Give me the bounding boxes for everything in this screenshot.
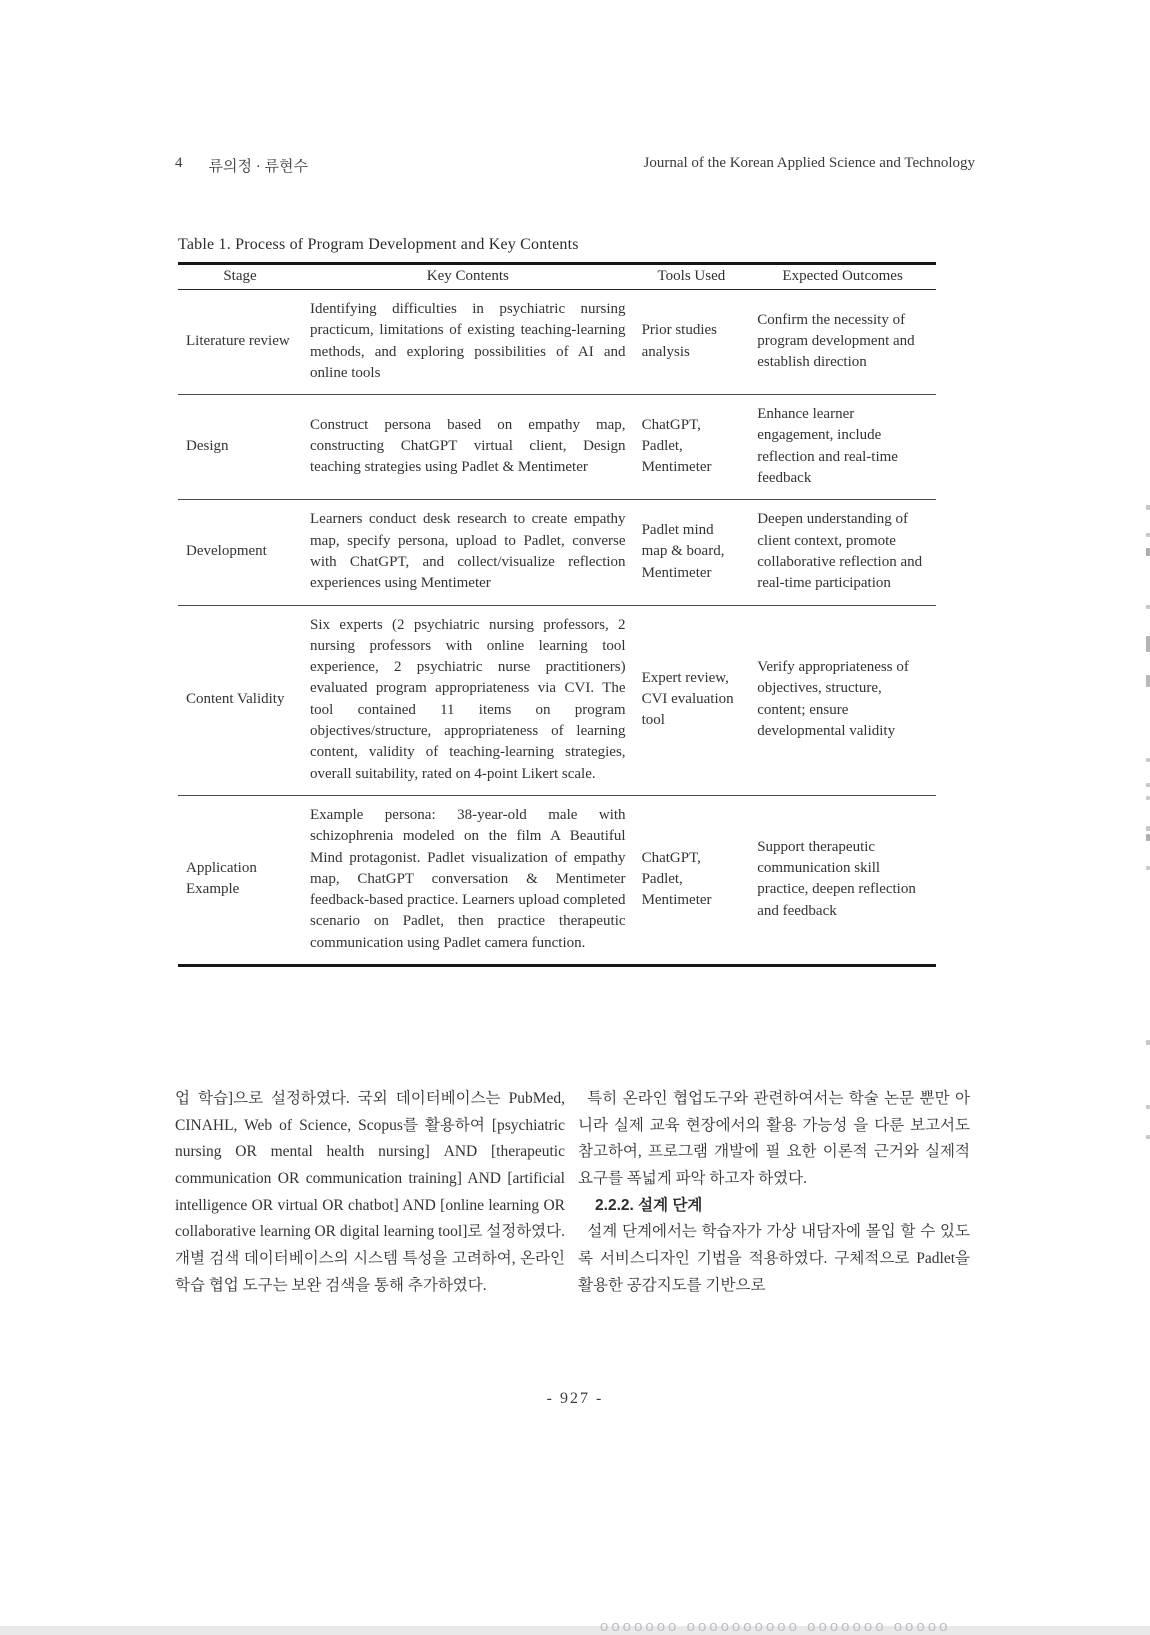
cell-tools: Expert review, CVI evaluation tool: [641, 669, 734, 729]
col-header-key-contents: Key Contents: [302, 264, 634, 290]
table-row: [178, 605, 936, 795]
table-1-section: [178, 236, 936, 967]
body-paragraph: 설계 단계에서는 학습자가 가상 내담자에 몰입 할 수 있도록 서비스디자인 기법을 적용하였다. 구체적으로 Padlet을 활용한 공감지도를 기반으로: [578, 1223, 970, 1294]
cell-outcomes: Deepen understanding of client context, promote collaborative reflection and real-time participation: [757, 511, 923, 592]
table-row: [178, 395, 936, 500]
table-caption: Table 1. Process of Program Development and Key Contents: [178, 236, 579, 253]
body-left-column: [175, 1086, 565, 1299]
cell-outcomes: Confirm the necessity of program development and establish direction: [757, 311, 915, 371]
header-authors: 류의정 · 류현수: [208, 159, 308, 175]
cell-outcomes: Support therapeutic communication skill practice, deepen reflection and feedback: [757, 838, 916, 919]
section-heading: 2.2.2. 설계 단계: [595, 1196, 703, 1214]
table-1: [178, 262, 936, 967]
body-paragraph: 특히 온라인 협업도구와 관련하여서는 학술 논문 뿐만 아니라 실제 교육 현장에서의 활용 가능성 을 다룬 보고서도 참고하여, 프로그램 개발에 필 요한 이론적 근거와 실제적 요구를 폭넓게 파악 하고자 하였다.: [578, 1090, 970, 1187]
table-row: [178, 290, 936, 395]
table-row: [178, 795, 936, 965]
col-header-stage: Stage: [178, 264, 302, 290]
cell-stage: Literature review: [186, 332, 290, 349]
header-journal-title: Journal of the Korean Applied Science and Technology: [643, 155, 975, 171]
table-row: [178, 500, 936, 605]
cell-tools: Prior studies analysis: [641, 322, 717, 360]
cell-stage: Content Validity: [186, 691, 285, 708]
col-header-tools-used: Tools Used: [634, 264, 750, 290]
cell-outcomes: Enhance learner engagement, include reflection and real-time feedback: [757, 406, 898, 487]
cell-key-contents: Example persona: 38-year-old male with schizophrenia modeled on the film A Beautiful Mind protagonist. Padlet visualization of empathy map, ChatGPT conversation & Mentimeter feedback-based practice. Learners upload completed scenario on Padlet, then practice therapeutic communication using Padlet camera function.: [310, 806, 626, 951]
header-page-number: 4: [175, 155, 183, 171]
cell-key-contents: Construct persona based on empathy map, constructing ChatGPT virtual client, Design teaching strategies using Padlet & Mentimeter: [310, 416, 626, 476]
cell-outcomes: Verify appropriateness of objectives, structure, content; ensure developmental validity: [757, 659, 909, 740]
body-paragraph: 업 학습]으로 설정하였다. 국외 데이터베이스는 PubMed, CINAHL, Web of Science, Scopus를 활용하여 [psychiatric nursing OR mental health nursing] AND [therapeutic communication OR communication training] AND [artificial intelligence OR virtual OR chatbot] AND [online learning OR collaborative learning OR digital learning tool]로 설정하였다. 개별 검색 데이터베이스의 시스템 특성을 고려하여, 온라인 학습 협업 도구는 보완 검색을 통해 추가하였다.: [175, 1090, 565, 1294]
scan-bottom-artifact: ooooooo oooooooooo ooooooo ooooo: [600, 1618, 951, 1635]
cell-stage: Application Example: [186, 860, 257, 898]
running-head: [175, 155, 975, 176]
col-header-expected-outcomes: Expected Outcomes: [749, 264, 936, 290]
body-right-column: [578, 1086, 970, 1299]
cell-key-contents: Learners conduct desk research to create empathy map, specify persona, upload to Padlet, converse with ChatGPT, and collect/visualize reflection experiences using Mentimeter: [310, 511, 626, 592]
table-header-row: [178, 264, 936, 290]
cell-stage: Development: [186, 543, 267, 560]
cell-tools: ChatGPT, Padlet, Mentimeter: [641, 416, 712, 476]
cell-tools: Padlet mind map & board, Mentimeter: [641, 522, 725, 581]
cell-tools: ChatGPT, Padlet, Mentimeter: [641, 849, 712, 909]
cell-key-contents: Six experts (2 psychiatric nursing professors, 2 nursing professors with online learning tool experience, 2 psychiatric nurse practitioners) evaluated program appropriateness via CVI. The tool contained 11 items on program objectives/structure, appropriateness of learning content, validity of teaching-learning strategies, overall suitability, rated on 4-point Likert scale.: [310, 616, 626, 782]
footer-page-number: - 927 -: [546, 1390, 604, 1407]
cell-key-contents: Identifying difficulties in psychiatric nursing practicum, limitations of existing teaching-learning methods, and exploring possibilities of AI and online tools: [310, 301, 626, 381]
cell-stage: Design: [186, 438, 229, 455]
